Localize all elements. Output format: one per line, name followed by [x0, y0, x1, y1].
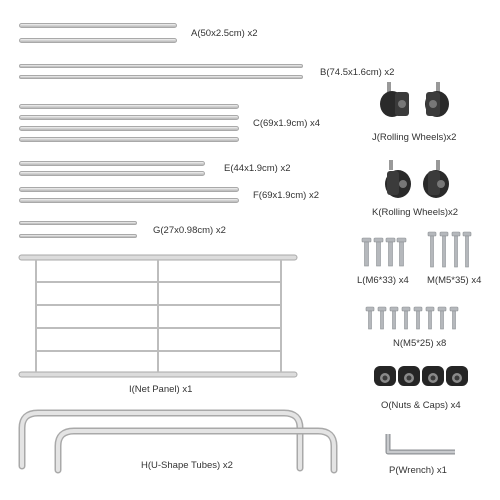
label-part-o: O(Nuts & Caps) x4	[381, 400, 461, 411]
label-part-n: N(M5*25) x8	[393, 338, 447, 349]
label-part-b: B(74.5x1.6cm) x2	[320, 67, 395, 78]
label-part-f: F(69x1.9cm) x2	[253, 190, 319, 201]
label-part-c: C(69x1.9cm) x4	[253, 118, 321, 129]
label-part-i: I(Net Panel) x1	[129, 384, 193, 395]
label-part-m: M(M5*35) x4	[427, 275, 482, 286]
label-part-p: P(Wrench) x1	[389, 465, 447, 476]
label-part-k: K(Rolling Wheels)x2	[372, 207, 459, 218]
label-part-h: H(U-Shape Tubes) x2	[141, 460, 233, 471]
label-part-l: L(M6*33) x4	[357, 275, 409, 286]
label-part-a: A(50x2.5cm) x2	[191, 28, 258, 39]
label-part-j: J(Rolling Wheels)x2	[372, 132, 457, 143]
label-part-e: E(44x1.9cm) x2	[224, 163, 291, 174]
label-part-g: G(27x0.98cm) x2	[153, 225, 226, 236]
